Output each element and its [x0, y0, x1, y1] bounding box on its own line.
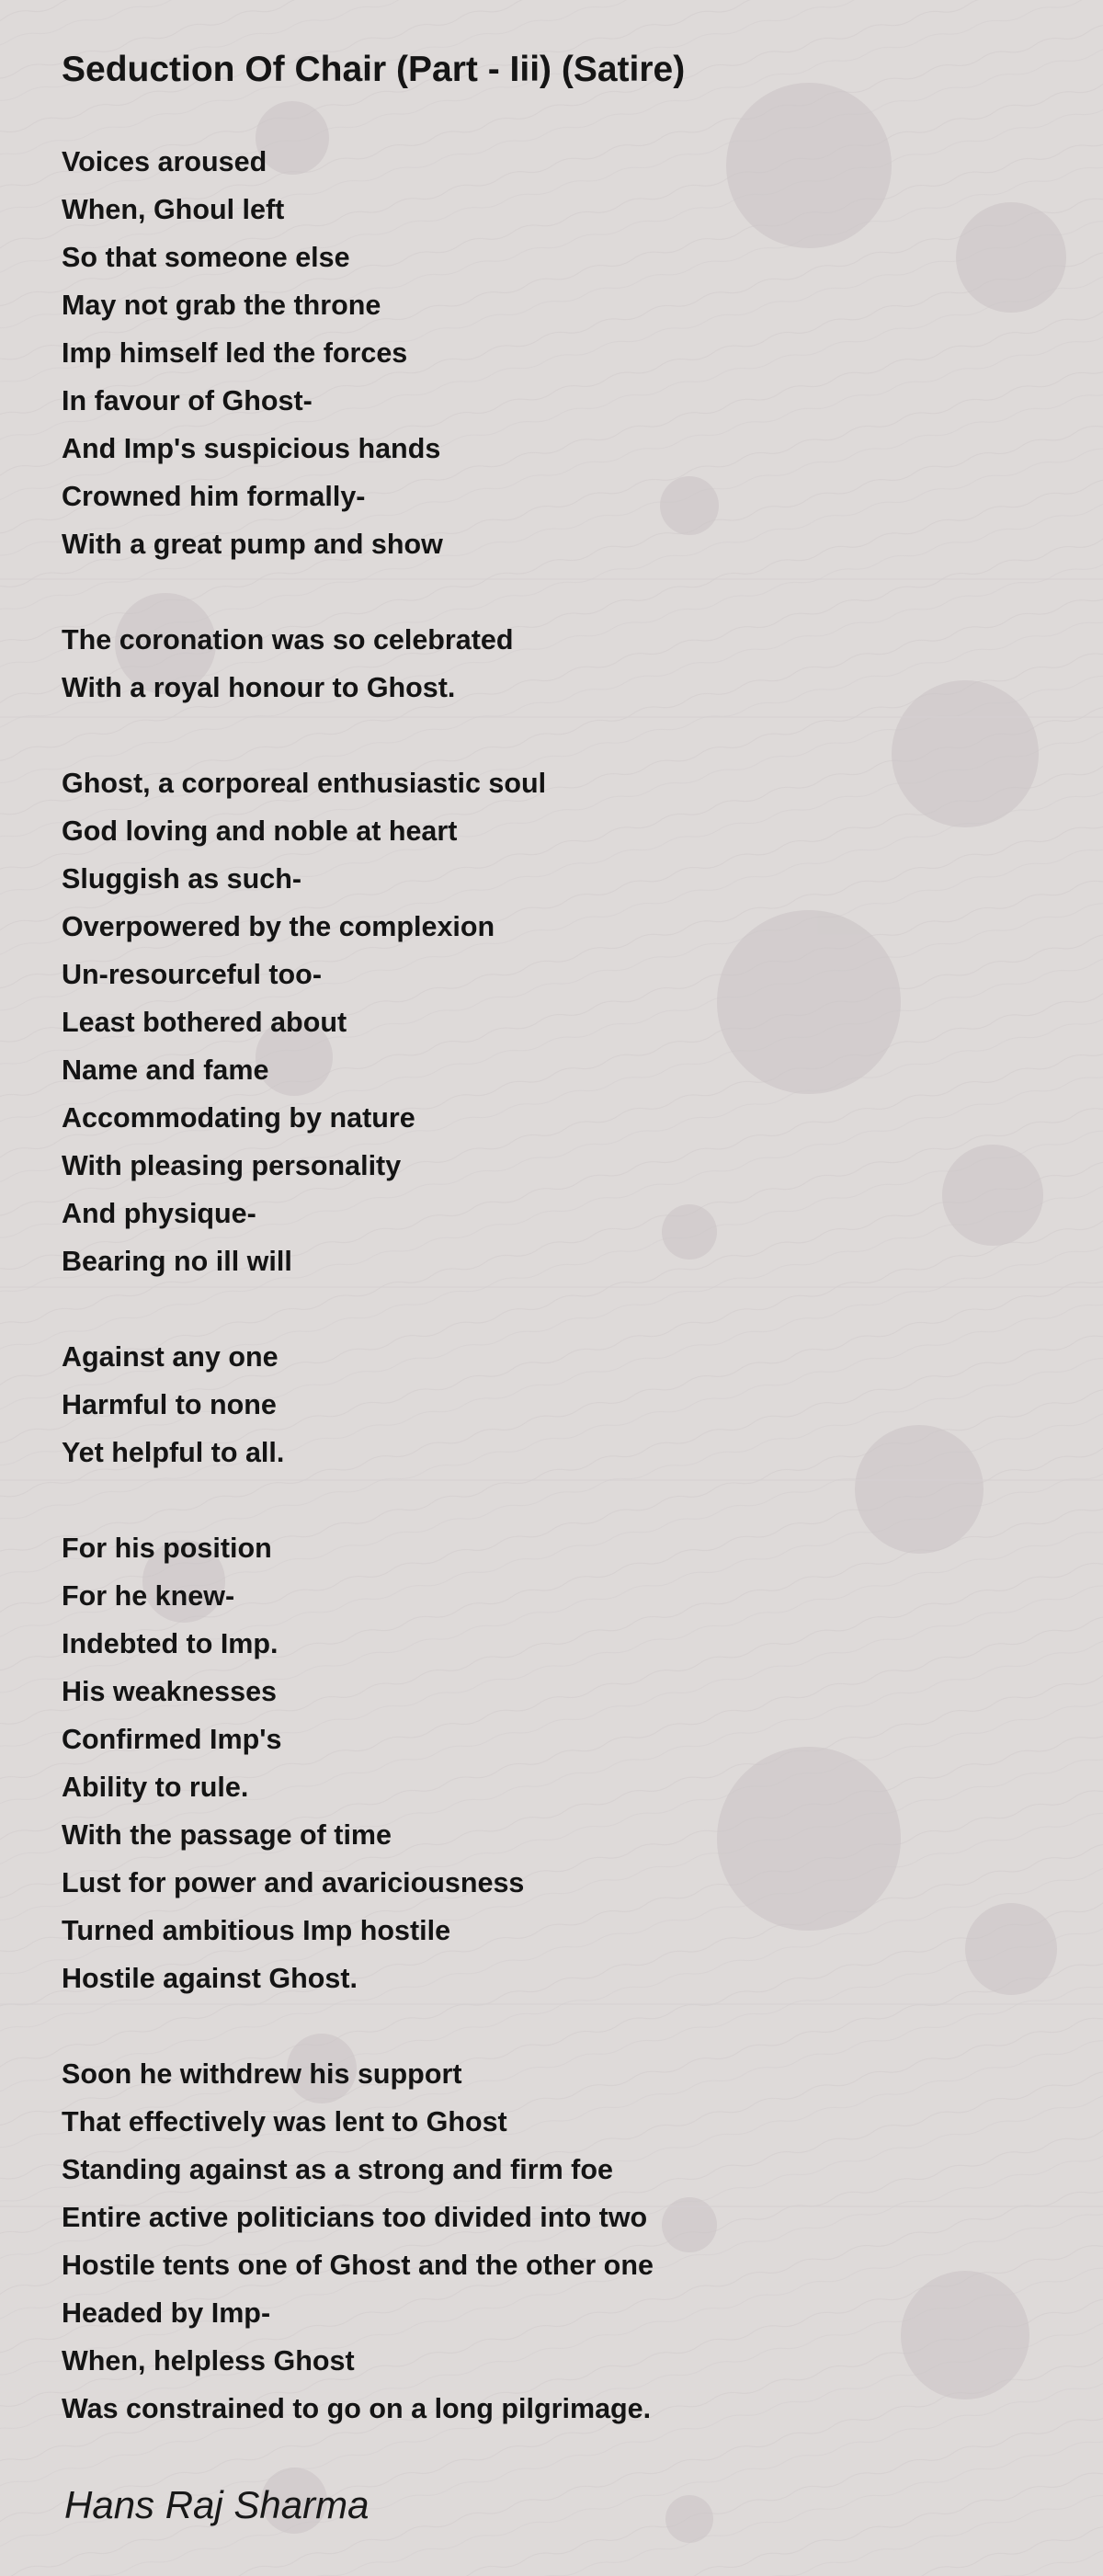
poem-line: His weaknesses	[62, 1676, 277, 1707]
poem-stanza	[62, 1333, 1073, 1476]
poem-line: Imp himself led the forces	[62, 337, 408, 369]
poem-line: Accommodating by nature	[62, 1102, 415, 1134]
poem-stanza	[62, 616, 1073, 712]
poem-line: In favour of Ghost-	[62, 385, 313, 416]
poem-line: Was constrained to go on a long pilgrimage.	[62, 2393, 652, 2424]
poem-stanza	[62, 2050, 1073, 2433]
poem-line: Bearing no ill will	[62, 1246, 292, 1277]
poem-line: With a great pump and show	[62, 529, 443, 560]
poem-line: Hostile tents one of Ghost and the other one	[62, 2250, 654, 2281]
poem-line: For his position	[62, 1533, 272, 1564]
poem-line: With pleasing personality	[62, 1150, 402, 1181]
poem-line: Un-resourceful too-	[62, 959, 322, 990]
poem-stanza	[62, 1524, 1073, 2002]
poem-line: Ability to rule.	[62, 1772, 249, 1803]
poem-line: With the passage of time	[62, 1819, 392, 1851]
poem-stanza	[62, 759, 1073, 1285]
poem-line: When, Ghoul left	[62, 194, 285, 225]
poem-line: That effectively was lent to Ghost	[62, 2106, 507, 2137]
poem-line: Lust for power and avariciousness	[62, 1867, 525, 1898]
poem-line: With a royal honour to Ghost.	[62, 672, 456, 703]
poem-line: Entire active politicians too divided into two	[62, 2202, 648, 2233]
poem-line: Harmful to none	[62, 1389, 277, 1420]
poem-line: And Imp's suspicious hands	[62, 433, 441, 464]
poem-line: Hostile against Ghost.	[62, 1963, 358, 1994]
poem-line: Standing against as a strong and firm foe	[62, 2154, 613, 2185]
poem-line: Name and fame	[62, 1054, 269, 1086]
poem-line: Least bothered about	[62, 1007, 347, 1038]
poem-line: Soon he withdrew his support	[62, 2058, 462, 2090]
poem-line: When, helpless Ghost	[62, 2345, 355, 2377]
poem-line: Ghost, a corporeal enthusiastic soul	[62, 768, 547, 799]
poem-line: God loving and noble at heart	[62, 815, 458, 847]
poem-line: Overpowered by the complexion	[62, 911, 495, 942]
poem-line: So that someone else	[62, 242, 350, 273]
poem-line: Indebted to Imp.	[62, 1628, 279, 1659]
poem-title: Seduction Of Chair (Part - Iii) (Satire)	[62, 50, 686, 89]
poem-stanza	[62, 138, 1073, 568]
poem-line: And physique-	[62, 1198, 256, 1229]
poem-line: Confirmed Imp's	[62, 1724, 282, 1755]
poem-line: The coronation was so celebrated	[62, 624, 514, 655]
poem-line: Yet helpful to all.	[62, 1437, 285, 1468]
poem-line: For he knew-	[62, 1580, 235, 1612]
poem-content	[62, 42, 1073, 2480]
poem-body	[62, 138, 1073, 2433]
poem-author: Hans Raj Sharma	[64, 2483, 370, 2526]
poem-line: Headed by Imp-	[62, 2297, 271, 2329]
poem-line: Against any one	[62, 1341, 279, 1373]
poem-line: Crowned him formally-	[62, 481, 366, 512]
poem-line: Sluggish as such-	[62, 863, 301, 895]
poem-line: Turned ambitious Imp hostile	[62, 1915, 451, 1946]
poem-line: Voices aroused	[62, 146, 267, 177]
poem-line: May not grab the throne	[62, 290, 381, 321]
